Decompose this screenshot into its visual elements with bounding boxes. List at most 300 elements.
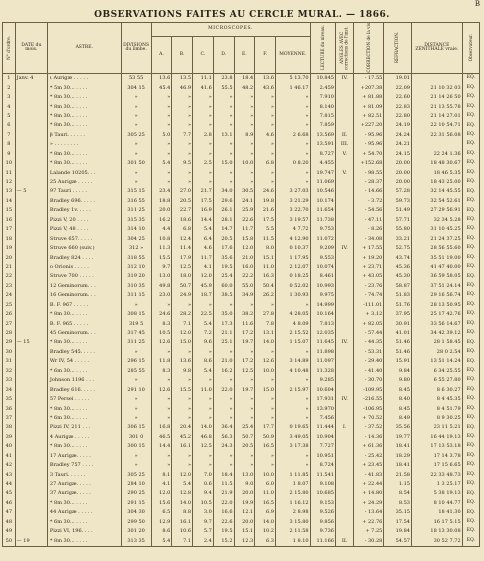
row-divisions: » [121,112,151,121]
row-divisions: » [121,414,151,423]
row-observateur: EQ. [462,74,479,84]
row-micro-b: 7.1 [172,536,193,546]
row-micro-f: » [255,404,276,413]
row-moyenne: 3 49.05 [275,433,310,442]
row-distance: 25 17 42.76 [411,310,462,319]
row-niveau: 11.166 [310,536,335,546]
row-astre: Pizzi V, 20 . . . . [47,216,121,225]
row-micro-f: 13.1 [255,329,276,338]
row-date [15,93,47,102]
row-micro-f: 27.8 [255,310,276,319]
row-micro-f: » [255,178,276,187]
table-row [3,357,480,366]
row-refraction: 51.76 [384,301,412,310]
row-moyenne: 3 19.57 [275,216,310,225]
row-micro-a: » [151,452,172,461]
row-astre: Bradley 616. . . . . [47,385,121,394]
row-vis: -216.55 [354,395,384,404]
row-divisions: 319 20 [121,272,151,281]
row-refraction: 8.49 [384,414,412,423]
row-micro-c: 5.4 [193,367,214,376]
row-micro-b: 18.6 [172,216,193,225]
row-micro-b: 16.1 [172,442,193,451]
row-niveau: 11.654 [310,206,335,215]
row-divisions: 306 15 [121,423,151,432]
header-micro-b: B. [172,37,193,74]
row-date [15,206,47,215]
row-micro-b: 50.7 [172,282,193,291]
row-micro-e: 19.7 [234,338,255,347]
row-micro-e: 8.9 [234,131,255,140]
row-observateur: EQ. [462,433,479,442]
row-micro-f: 7.8 [255,319,276,328]
row-micro-a: 5.4 [151,536,172,546]
row-micro-b: » [172,168,193,177]
row-number: 31 [3,357,16,366]
row-niveau: 7.910 [310,93,335,102]
row-micro-c: 3.0 [193,508,214,517]
row-date [15,480,47,489]
row-observateur: EQ. [462,121,479,130]
row-vis: - 28.37 [354,178,384,187]
row-bords [335,291,353,300]
row-micro-e: 24.1 [234,197,255,206]
row-divisions: 290 25 [121,489,151,498]
row-micro-b: 9.8 [172,367,193,376]
row-date [15,376,47,385]
row-micro-e: 55.0 [234,282,255,291]
row-micro-a: » [151,414,172,423]
row-micro-e: » [234,112,255,121]
row-vis: -109.95 [354,385,384,394]
row-divisions: » [121,168,151,177]
row-micro-e: 15.1 [234,527,255,536]
row-date [15,225,47,234]
row-moyenne: » [275,414,310,423]
row-astre: 27 Aurigæ. . . . . [47,480,121,489]
row-moyenne: » [275,102,310,111]
row-micro-a: 23.0 [151,291,172,300]
row-number: 3 [3,93,16,102]
row-date [15,310,47,319]
row-distance: 21 14 27.01 [411,112,462,121]
row-micro-a: 9.7 [151,263,172,272]
table-row [3,461,480,470]
row-number: 36 [3,404,16,413]
row-astre: * 8m 30... . . . . [47,93,121,102]
row-micro-a: 8.3 [151,367,172,376]
row-micro-c: » [193,121,214,130]
row-date [15,301,47,310]
table-row [3,140,480,149]
row-refraction: 24.24 [384,131,412,140]
row-astre: Struve 657. . . . . [47,234,121,243]
row-vis: - 47.11 [354,216,384,225]
row-vis: + 82.51 [354,112,384,121]
row-micro-e: 22.2 [234,272,255,281]
row-micro-a: 20.0 [151,206,172,215]
row-bords [335,433,353,442]
row-micro-a: » [151,376,172,385]
row-distance: 31 10 45.25 [411,225,462,234]
table-row [3,414,480,423]
row-number: 13 [3,187,16,196]
row-micro-a: 8.3 [151,319,172,328]
row-niveau: 19.747 [310,168,335,177]
row-micro-f: » [255,376,276,385]
row-vis: +207.38 [354,83,384,92]
row-vis: + 81.09 [354,102,384,111]
row-moyenne: 4 8.09 [275,319,310,328]
row-micro-d: 38.5 [213,291,234,300]
row-micro-d: 25.1 [213,338,234,347]
row-vis: + 70.52 [354,414,384,423]
row-astre: Bradley 1v. . . . . [47,206,121,215]
row-astre: * 8m 30... . . . . [47,404,121,413]
row-distance: 18 48 30.67 [411,159,462,168]
row-micro-c: 11.7 [193,253,214,262]
table-row [3,367,480,376]
row-number: 38 [3,423,16,432]
row-number: 4 [3,102,16,111]
row-divisions: 304 15 [121,83,151,92]
row-micro-f: 13.6 [255,74,276,84]
header-astre: ASTRE. [47,23,121,74]
row-micro-d: 35.0 [213,310,234,319]
row-micro-b: » [172,348,193,357]
row-micro-a: 46.5 [151,433,172,442]
table-row [3,206,480,215]
row-micro-e: » [234,150,255,159]
row-astre: Bradley 696. . . . . [47,197,121,206]
row-number: 27 [3,319,16,328]
page-corner-mark: B [474,0,480,8]
row-micro-a: » [151,93,172,102]
row-micro-e: 30.5 [234,187,255,196]
row-micro-c: 9.7 [193,518,214,527]
row-micro-e: 12.0 [234,244,255,253]
row-refraction: 20.00 [384,159,412,168]
row-astre: * 6m 30... . . . . [47,518,121,527]
row-divisions: 296 15 [121,357,151,366]
row-bords [335,206,353,215]
row-date [15,404,47,413]
row-date [15,385,47,394]
row-divisions: 299 50 [121,518,151,527]
row-distance: 21 14 26 50 [411,93,462,102]
row-moyenne: 1 16.12 [275,499,310,508]
row-micro-d: 26.1 [213,206,234,215]
row-micro-e: 13.0 [234,470,255,479]
row-micro-b: 20.5 [172,197,193,206]
row-micro-d: 34.0 [213,187,234,196]
row-micro-c: 17.5 [193,197,214,206]
row-micro-e: 48.2 [234,83,255,92]
row-distance: 5 38 19.13 [411,489,462,498]
row-refraction: 21.58 [384,470,412,479]
row-date: Janv. 4 [15,74,47,84]
row-astre: 37 Aurigæ. . . . . [47,489,121,498]
row-micro-f: 50.4 [255,282,276,291]
row-number: 46 [3,499,16,508]
row-micro-a: 11.8 [151,357,172,366]
row-micro-b: 5.4 [172,480,193,489]
row-observateur: EQ. [462,150,479,159]
row-divisions: 318 55 [121,253,151,262]
row-micro-e: 11.7 [234,225,255,234]
row-bords: IV. [335,74,353,84]
row-micro-b: » [172,301,193,310]
table-row [3,499,480,508]
row-moyenne: 3 27.03 [275,187,310,196]
row-date [15,121,47,130]
row-micro-b: 18.0 [172,272,193,281]
row-divisions: » [121,102,151,111]
row-micro-c: 12.5 [193,442,214,451]
table-row [3,159,480,168]
row-astre: 45 Geminorum. . . [47,329,121,338]
row-micro-e: 25.9 [234,206,255,215]
row-astre: Lalande 10205. . . [47,168,121,177]
row-refraction: 20.00 [384,178,412,187]
row-date [15,178,47,187]
row-refraction: 17.54 [384,518,412,527]
row-number: 43 [3,470,16,479]
row-number: 45 [3,489,16,498]
row-bords [335,414,353,423]
row-micro-b: 45.2 [172,433,193,442]
row-distance: 32 34 5.28 [411,216,462,225]
table-row [3,348,480,357]
row-micro-e: » [234,140,255,149]
row-refraction: 30.91 [384,319,412,328]
row-vis: + 7.25 [354,527,384,536]
row-micro-f: » [255,395,276,404]
row-micro-f: » [255,452,276,461]
row-distance: 33 56 14.67 [411,319,462,328]
row-micro-a: 12.6 [151,338,172,347]
row-micro-d: 56.3 [213,433,234,442]
row-moyenne: 2 15.52 [275,329,310,338]
row-micro-e: 16.0 [234,263,255,272]
row-date [15,499,47,508]
row-micro-c: 5.7 [193,527,214,536]
row-astre: Bradley 824 . . . . [47,253,121,262]
row-micro-c: 2.8 [193,131,214,140]
row-micro-d: » [213,404,234,413]
row-micro-f: 15.1 [255,253,276,262]
row-distance: 13 51 14.24 [411,357,462,366]
row-number: 37 [3,414,16,423]
row-micro-c: 10.5 [193,499,214,508]
row-observateur: EQ. [462,414,479,423]
row-divisions: 317 45 [121,329,151,338]
row-micro-b: » [172,150,193,159]
row-vis: + 19.20 [354,253,384,262]
row-divisions: » [121,93,151,102]
row-micro-b: 20.4 [172,423,193,432]
row-micro-d: » [213,452,234,461]
row-date [15,140,47,149]
row-vis: - 41.40 [354,367,384,376]
table-row [3,112,480,121]
row-divisions: 53 55 [121,74,151,84]
table-row [3,301,480,310]
row-bords: II. [335,131,353,140]
row-astre: * 8m 30... . . . . [47,536,121,546]
row-divisions: 313 35 [121,536,151,546]
row-micro-d: 23.8 [213,74,234,84]
row-bords [335,187,353,196]
row-distance: 41 47 40.00 [411,263,462,272]
row-micro-d: 25.4 [213,272,234,281]
row-observateur: EQ. [462,102,479,111]
row-niveau: 13.970 [310,404,335,413]
row-moyenne: » [275,452,310,461]
row-distance: 6 34 25.55 [411,367,462,376]
row-micro-c: 45.9 [193,282,214,291]
row-moyenne: » [275,404,310,413]
row-divisions: 314 10 [121,225,151,234]
row-distance: 37 51 24.14 [411,282,462,291]
row-micro-b: » [172,112,193,121]
row-micro-e: 34.9 [234,291,255,300]
row-vis: - 29.40 [354,357,384,366]
row-refraction: 55.80 [384,225,412,234]
row-micro-f: 10.2 [255,527,276,536]
row-micro-d: 22.0 [213,385,234,394]
row-bords [335,121,353,130]
row-date [15,508,47,517]
row-number: 1 [3,74,16,84]
row-distance: 18 43 25.00 [411,178,462,187]
observations-table [2,22,480,547]
row-micro-b: » [172,178,193,187]
row-micro-b: 16.1 [172,518,193,527]
row-micro-e: 12.5 [234,367,255,376]
row-bords [335,112,353,121]
row-date [15,234,47,243]
row-micro-f: 19.8 [255,197,276,206]
row-date [15,348,47,357]
row-micro-c: » [193,414,214,423]
row-moyenne: » [275,150,310,159]
row-refraction: 8.54 [384,489,412,498]
row-observateur: EQ. [462,168,479,177]
table-row [3,470,480,479]
row-date: — 15 [15,338,47,347]
row-micro-e: 22.6 [234,216,255,225]
row-refraction: 8.40 [384,395,412,404]
row-observateur: EQ. [462,272,479,281]
row-vis: - 25.42 [354,452,384,461]
row-astre: * 8m 30... . . . . [47,112,121,121]
row-divisions: » [121,376,151,385]
row-moyenne: » [275,112,310,121]
table-row [3,423,480,432]
table-row [3,272,480,281]
row-distance: 18 46 5.35 [411,168,462,177]
table-row [3,518,480,527]
row-micro-f: 6.9 [255,508,276,517]
row-micro-d: 17.3 [213,319,234,328]
row-astre: 97 Tauri . . . . . [47,187,121,196]
row-micro-e: 18.4 [234,74,255,84]
row-micro-b: 13.5 [172,74,193,84]
row-divisions: 301 20 [121,527,151,536]
row-astre: 44 Aurigæ . . . . . [47,508,121,517]
table-row [3,489,480,498]
row-astre: 12 Geminorum. . . [47,282,121,291]
row-micro-f: » [255,102,276,111]
row-astre: ο Orionis . . . . . [47,263,121,272]
row-astre: * 8m 30... . . . . [47,442,121,451]
row-micro-b: » [172,414,193,423]
row-micro-a: » [151,150,172,159]
row-micro-a: » [151,112,172,121]
row-number: 41 [3,452,16,461]
row-bords [335,376,353,385]
row-bords: IV. [335,338,353,347]
row-date [15,329,47,338]
row-distance: 32 54 52.61 [411,197,462,206]
row-bords [335,385,353,394]
row-micro-a: 12.6 [151,385,172,394]
row-moyenne: 2 15.80 [275,489,310,498]
row-micro-a: 10.5 [151,329,172,338]
row-number: 6 [3,121,16,130]
row-vis: -111.01 [354,301,384,310]
row-micro-c: 8.6 [193,357,214,366]
row-micro-b: 15.0 [172,338,193,347]
row-micro-c: 46.8 [193,433,214,442]
row-distance: 18 13 30.08 [411,527,462,536]
table-row [3,253,480,262]
row-observateur: EQ. [462,112,479,121]
row-micro-f: » [255,168,276,177]
row-micro-f: » [255,112,276,121]
row-niveau: 9.753 [310,225,335,234]
row-micro-b: » [172,121,193,130]
row-micro-f: 43.6 [255,83,276,92]
row-micro-f: » [255,121,276,130]
row-micro-e: » [234,414,255,423]
table-row [3,480,480,489]
row-micro-c: » [193,178,214,187]
row-vis: + 54.70 [354,150,384,159]
row-date [15,319,47,328]
row-moyenne: 2 11.58 [275,527,310,536]
row-niveau: 9.975 [310,291,335,300]
table-row [3,216,480,225]
header-micro-f: F. [255,37,276,74]
row-vis: - 17.55 [354,74,384,84]
row-astre: Pizzi V, 48 . . . . [47,225,121,234]
row-distance: 6 55 27.80 [411,376,462,385]
row-divisions: 301 50 [121,159,151,168]
table-row [3,225,480,234]
row-refraction: 33.21 [384,234,412,243]
row-distance: 8 9 30.25 [411,414,462,423]
row-divisions: » [121,452,151,461]
row-number: 18 [3,234,16,243]
row-micro-b: 8.8 [172,508,193,517]
row-distance: 27 29 56.91 [411,206,462,215]
row-divisions: » [121,121,151,130]
row-niveau: 10.685 [310,489,335,498]
row-micro-d: 11.5 [213,480,234,489]
row-refraction: 41.01 [384,329,412,338]
